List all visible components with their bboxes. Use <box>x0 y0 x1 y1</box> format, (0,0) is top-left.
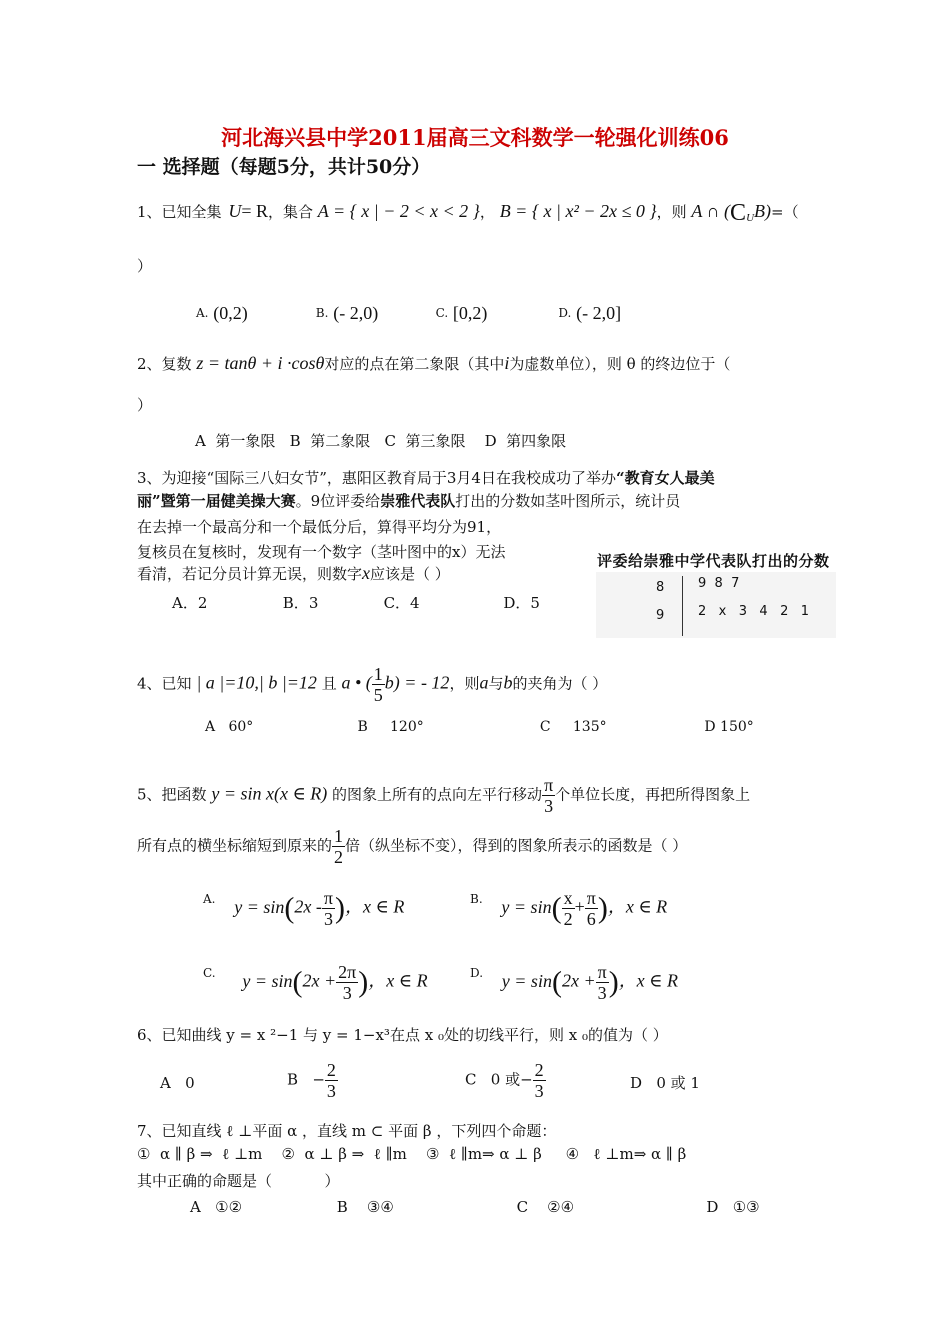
q1-lead: 1、已知全集 <box>137 203 222 221</box>
q2-options[interactable]: A 第一象限 B 第二象限 C 第三象限 D 第四象限 <box>195 432 567 450</box>
page-title: 河北海兴县中学2011届高三文科数学一轮强化训练06 <box>221 125 729 150</box>
q1-option-c[interactable]: $^{C.}$ [0,2) <box>435 303 488 323</box>
q7-option-a[interactable]: A ①② <box>190 1198 243 1216</box>
q3-line2a: 丽”暨第一届健美操大赛 <box>137 492 296 510</box>
stem-row-8-stem: 8 <box>656 580 665 595</box>
q1-tail: ，则 <box>656 203 687 221</box>
q3-option-b[interactable]: B．3 <box>282 594 319 612</box>
q3-line2d: 打出的分数如茎叶图所示，统计员 <box>455 492 681 510</box>
q5-line2a: 所有点的横坐标缩短到原来的 <box>137 836 333 855</box>
q4-option-a[interactable]: A 60° <box>205 719 254 735</box>
q7-option-c[interactable]: C ②④ <box>516 1198 575 1216</box>
q5-line2b: 倍（纵坐标不变），得到的图象所表示的函数是（ ） <box>345 836 688 855</box>
q1-universal-set: U <box>228 201 242 221</box>
q4-option-d[interactable]: D 150° <box>704 719 754 735</box>
q2-continuation: ） <box>137 396 153 414</box>
q3-line1b: “教育女人最美 <box>615 469 715 487</box>
q7-option-d[interactable]: D ①③ <box>706 1198 760 1216</box>
section-heading: 一 选择题（每题5分，共计50分） <box>137 156 431 178</box>
q3-line5b: 应该是（ ） <box>370 565 450 583</box>
question-2 <box>137 352 730 375</box>
q3-x: x <box>362 563 371 583</box>
question-3-line1 <box>137 467 715 489</box>
stem-row-9-leaves: 2 x 3 4 2 1 <box>698 604 810 619</box>
q6-option-a[interactable]: A 0 <box>160 1074 195 1092</box>
question-7-line3: 其中正确的命题是（ ） <box>137 1172 340 1190</box>
q7-option-b[interactable]: B ③④ <box>336 1198 394 1216</box>
stem-row-9-stem: 9 <box>656 608 665 623</box>
q7-options <box>190 1196 786 1218</box>
q1-complement-sub: U <box>746 212 755 224</box>
q1-set-b: B = { x | x² − 2x ≤ 0 } <box>499 201 657 221</box>
q1-expr-left: A ∩ ( <box>691 201 731 221</box>
q5-option-b[interactable]: $^{B.}$ y = sin( $\frac{x}{2}$ + $\frac{\pi}{6}$ )，x ∈ R <box>470 888 668 929</box>
q2-tail2: 为虚数单位），则 θ 的终边位于（ <box>509 355 731 373</box>
question-5-line2 <box>137 826 687 867</box>
q3-line1a: 3、为迎接“国际三八妇女节”，惠阳区教育局于3月4日在我校成功了举办 <box>137 469 616 487</box>
q1-universal-eq: = R <box>241 201 268 221</box>
q1-options <box>196 302 668 325</box>
q1-mid1: ，集合 <box>268 203 314 221</box>
q4-yu: 与 <box>488 674 504 693</box>
question-3-line3: 在去掉一个最高分和一个最低分后，算得平均分为91， <box>137 518 502 536</box>
q4-cond2a: a • ( <box>341 672 372 693</box>
q2-imag-unit: i <box>504 353 510 373</box>
q4-tail: ，则 <box>449 674 480 693</box>
q4-lead: 4、已知 <box>137 674 192 693</box>
q4-vec-a: a <box>479 672 489 693</box>
q4-options <box>205 716 774 738</box>
q3-line2b: 。9位评委给 <box>295 492 381 510</box>
q4-option-c[interactable]: C 135° <box>539 719 607 735</box>
q3-option-c[interactable]: C．4 <box>383 594 420 612</box>
q1-option-b[interactable]: $^{B.}$ (- 2,0) <box>315 303 379 323</box>
question-3-line4: 复核员在复核时，发现有一个数字（茎叶图中的x）无法 <box>137 543 506 561</box>
stem-leaf-title: 评委给崇雅中学代表队打出的分数 <box>597 552 830 570</box>
q3-options <box>172 592 563 614</box>
q5-formula: y = sin x(x ∈ R) <box>211 783 328 804</box>
question-3-line5 <box>137 562 450 585</box>
q4-fraction: $\frac{1}{5}$ <box>373 664 383 705</box>
q1-complement-symbol: C <box>730 200 747 226</box>
q4-vec-b: b <box>503 672 513 693</box>
q5-scale-fraction: $\frac{1}{2}$ <box>334 826 344 867</box>
q1-set-a: A = { x | − 2 < x < 2 } <box>317 201 480 221</box>
question-7-propositions: ① α ∥ β ⇒ ℓ ⊥m ② α ⊥ β ⇒ ℓ ∥m ③ ℓ ∥m⇒ α ⊥ β ④ ℓ ⊥m⇒ α ∥ β <box>137 1145 687 1163</box>
q6-option-c[interactable]: C 0 或− $\frac{2}{3}$ <box>465 1060 544 1101</box>
q6-option-b[interactable]: B − $\frac{2}{3}$ <box>287 1060 336 1101</box>
question-5-line1 <box>137 775 750 816</box>
question-3-line2 <box>137 490 680 512</box>
q1-mid2: ， <box>479 203 495 221</box>
q5-option-c[interactable]: $^{C.}$ y = sin(2x + $\frac{2\pi}{3}$ )，x ∈ R <box>203 962 428 1003</box>
question-4 <box>137 664 607 705</box>
q4-tail2: 的夹角为（ ） <box>512 674 608 693</box>
q3-line2c: 崇雅代表队 <box>380 492 456 510</box>
q3-option-d[interactable]: D．5 <box>503 594 540 612</box>
q1-expr-right: B) <box>754 201 772 221</box>
q2-tail: 对应的点在第二象限（其中 <box>324 355 505 373</box>
q3-line5a: 看清，若记分员计算无误，则数字 <box>137 565 363 583</box>
q4-cond2b: b) = - 12 <box>384 672 450 693</box>
question-7-line1: 7、已知直线 ℓ ⊥平面 α ，直线 m ⊂ 平面 β ，下列四个命题： <box>137 1122 557 1140</box>
q1-continuation: ） <box>137 257 153 275</box>
q5-lead: 5、把函数 <box>137 785 207 804</box>
q3-option-a[interactable]: A．2 <box>172 594 208 612</box>
q2-lead: 2、复数 <box>137 355 192 373</box>
question-1 <box>137 200 799 229</box>
q2-formula: z = tanθ + i ·cosθ <box>196 353 325 373</box>
q5-mid: 的图象上所有的点向左平行移动 <box>332 785 543 804</box>
stem-leaf-divider <box>682 576 683 636</box>
stem-row-8-leaves: 9 8 7 <box>698 576 740 591</box>
q5-option-a[interactable]: $^{A.}$ y = sin(2x - $\frac{\pi}{3}$ )，x ∈ R <box>203 888 405 929</box>
q5-option-d[interactable]: $^{D.}$ y = sin(2x + $\frac{\pi}{3}$ )，x ∈ R <box>470 962 678 1003</box>
q4-and: 且 <box>321 674 337 693</box>
q1-option-d[interactable]: $^{D.}$ (- 2,0] <box>558 303 622 323</box>
question-6: 6、已知曲线 y = x ²−1 与 y = 1−x³在点 x ₀处的切线平行，则 x ₀的值为（ ） <box>137 1026 668 1044</box>
q5-tail: 个单位长度，再把所得图象上 <box>555 785 751 804</box>
q4-cond1: | a |=10,| b |=12 <box>196 672 317 693</box>
q6-option-d[interactable]: D 0 或 1 <box>630 1074 700 1092</box>
q5-shift-fraction: $\frac{\pi}{3}$ <box>544 775 554 816</box>
q1-end: =（ <box>771 203 799 221</box>
q4-option-b[interactable]: B 120° <box>357 719 424 735</box>
q1-option-a[interactable]: $^{A.}$ (0,2) <box>196 303 248 323</box>
